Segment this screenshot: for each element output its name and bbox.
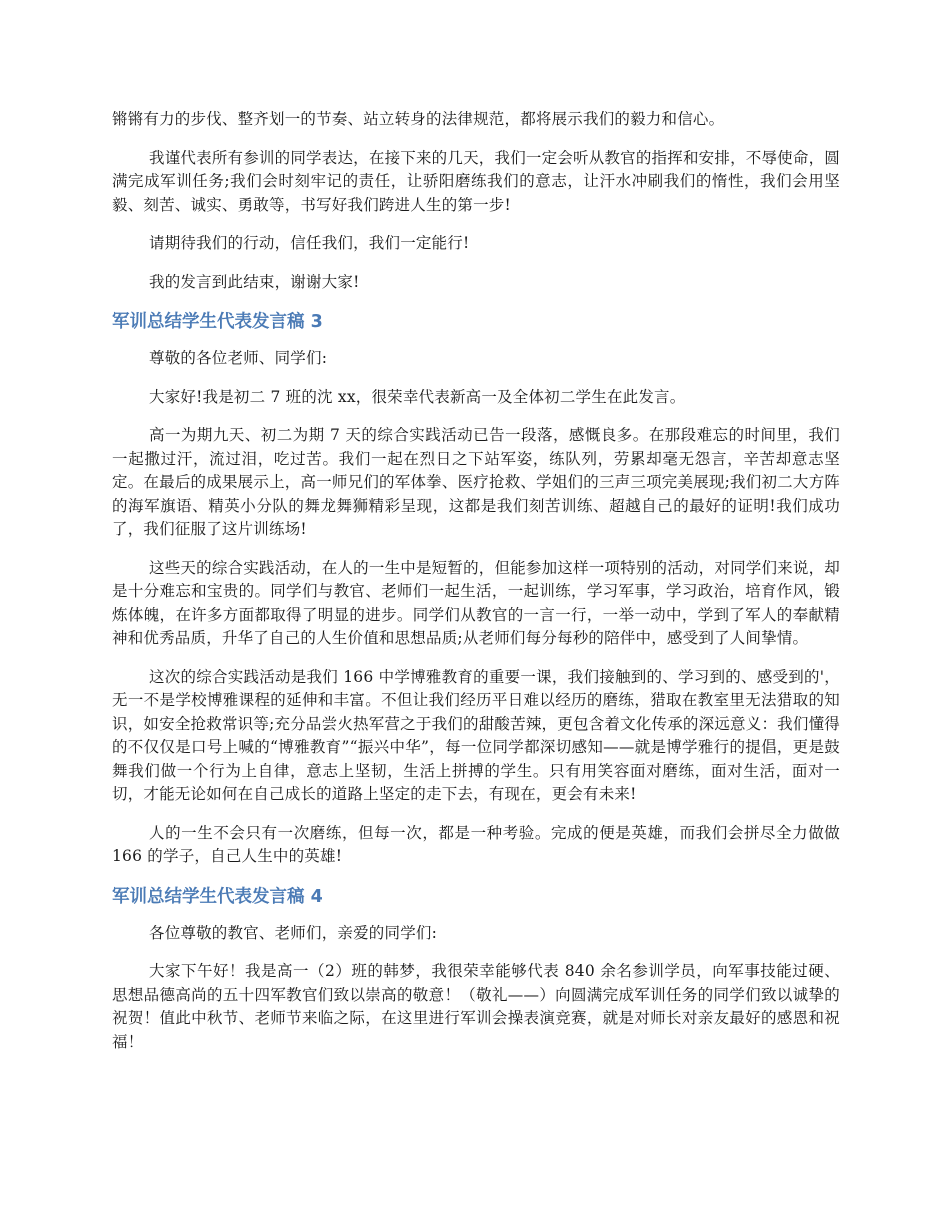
- paragraph: 大家下午好！我是高一（2）班的韩梦，我很荣幸能够代表 840 余名参训学员，向军事技能过硬、思想品德高尚的五十四军教官们致以崇高的敬意！（敬礼——）向圆满完成军训任务的同学们致以诚挚的祝贺！值此中秋节、老师节来临之际，在这里进行军训会操表演竞赛，就是对师长对亲友最好的感恩和祝福！: [112, 962, 840, 1051]
- section-heading: 军训总结学生代表发言稿 3: [112, 312, 323, 332]
- paragraph: 我谨代表所有参训的同学表达，在接下来的几天，我们一定会听从教官的指挥和安排，不辱使命，圆满完成军训任务;我们会时刻牢记的责任，让骄阳磨练我们的意志，让汗水冲刷我们的惰性，我们会用坚毅、刻苦、诚实、勇敢等，书写好我们跨进人生的第一步!: [112, 148, 840, 214]
- paragraph: 高一为期九天、初二为期 7 天的综合实践活动已告一段落，感慨良多。在那段难忘的时间里，我们一起撒过汗，流过泪，吃过苦。我们一起在烈日之下站军姿，练队列，劳累却毫无怨言，辛苦却意志坚定。在最后的成果展示上，高一师兄们的军体拳、医疗抢救、学姐们的三声三项完美展现;我们初二大方阵的海军旗语、精英小分队的舞龙舞狮精彩呈现，这都是我们刻苦训练、超越自己的最好的证明!我们成功了，我们征服了这片训练场!: [112, 426, 840, 538]
- paragraph: 我的发言到此结束，谢谢大家!: [149, 272, 360, 291]
- paragraph: 人的一生不会只有一次磨练，但每一次，都是一种考验。完成的便是英雄，而我们会拼尽全力做做 166 的学子，自己人生中的英雄!: [112, 823, 840, 865]
- paragraph: 请期待我们的行动，信任我们，我们一定能行!: [149, 234, 470, 252]
- paragraph: 这次的综合实践活动是我们 166 中学博雅教育的重要一课，我们接触到的、学习到的、感受到的'，无一不是学校博雅课程的延伸和丰富。不但让我们经历平日难以经历的磨练，猎取在教室里无法猎取的知识，如安全抢救常识等;充分品尝火热军营之于我们的甜酸苦辣，更包含着文化传承的深远意义：我们懂得的不仅仅是口号上喊的“博雅教育”“振兴中华”，每一位同学都深切感知——就是博学雅行的提倡，更是鼓舞我们做一个行为上自律，意志上坚韧，生活上拼搏的学生。只有用笑容面对磨练，面对生活，面对一切，才能无论如何在自己成长的道路上坚定的走下去，有现在，更会有未来!: [112, 667, 840, 803]
- paragraph: 大家好!我是初二 7 班的沈 xx，很荣幸代表新高一及全体初二学生在此发言。: [149, 387, 686, 406]
- section-heading: 军训总结学生代表发言稿 4: [112, 886, 323, 907]
- paragraph: 各位尊敬的教官、老师们，亲爱的同学们:: [149, 923, 438, 942]
- document-page: [112, 108, 840, 1069]
- paragraph: 这些天的综合实践活动，在人的一生中是短暂的，但能参加这样一项特别的活动，对同学们来说，却是十分难忘和宝贵的。同学们与教官、老师们一起生活，一起训练，学习军事，学习政治，培育作风，锻炼体魄，在许多方面都取得了明显的进步。同学们从教官的一言一行，一举一动中，学到了军人的奉献精神和优秀品质，升华了自己的人生价值和思想品质;从老师们每分每秒的陪伴中，感受到了人间挚情。: [112, 558, 840, 647]
- paragraph: 锵锵有力的步伐、整齐划一的节奏、站立转身的法律规范，都将展示我们的毅力和信心。: [112, 110, 725, 128]
- paragraph: 尊敬的各位老师、同学们:: [149, 349, 328, 367]
